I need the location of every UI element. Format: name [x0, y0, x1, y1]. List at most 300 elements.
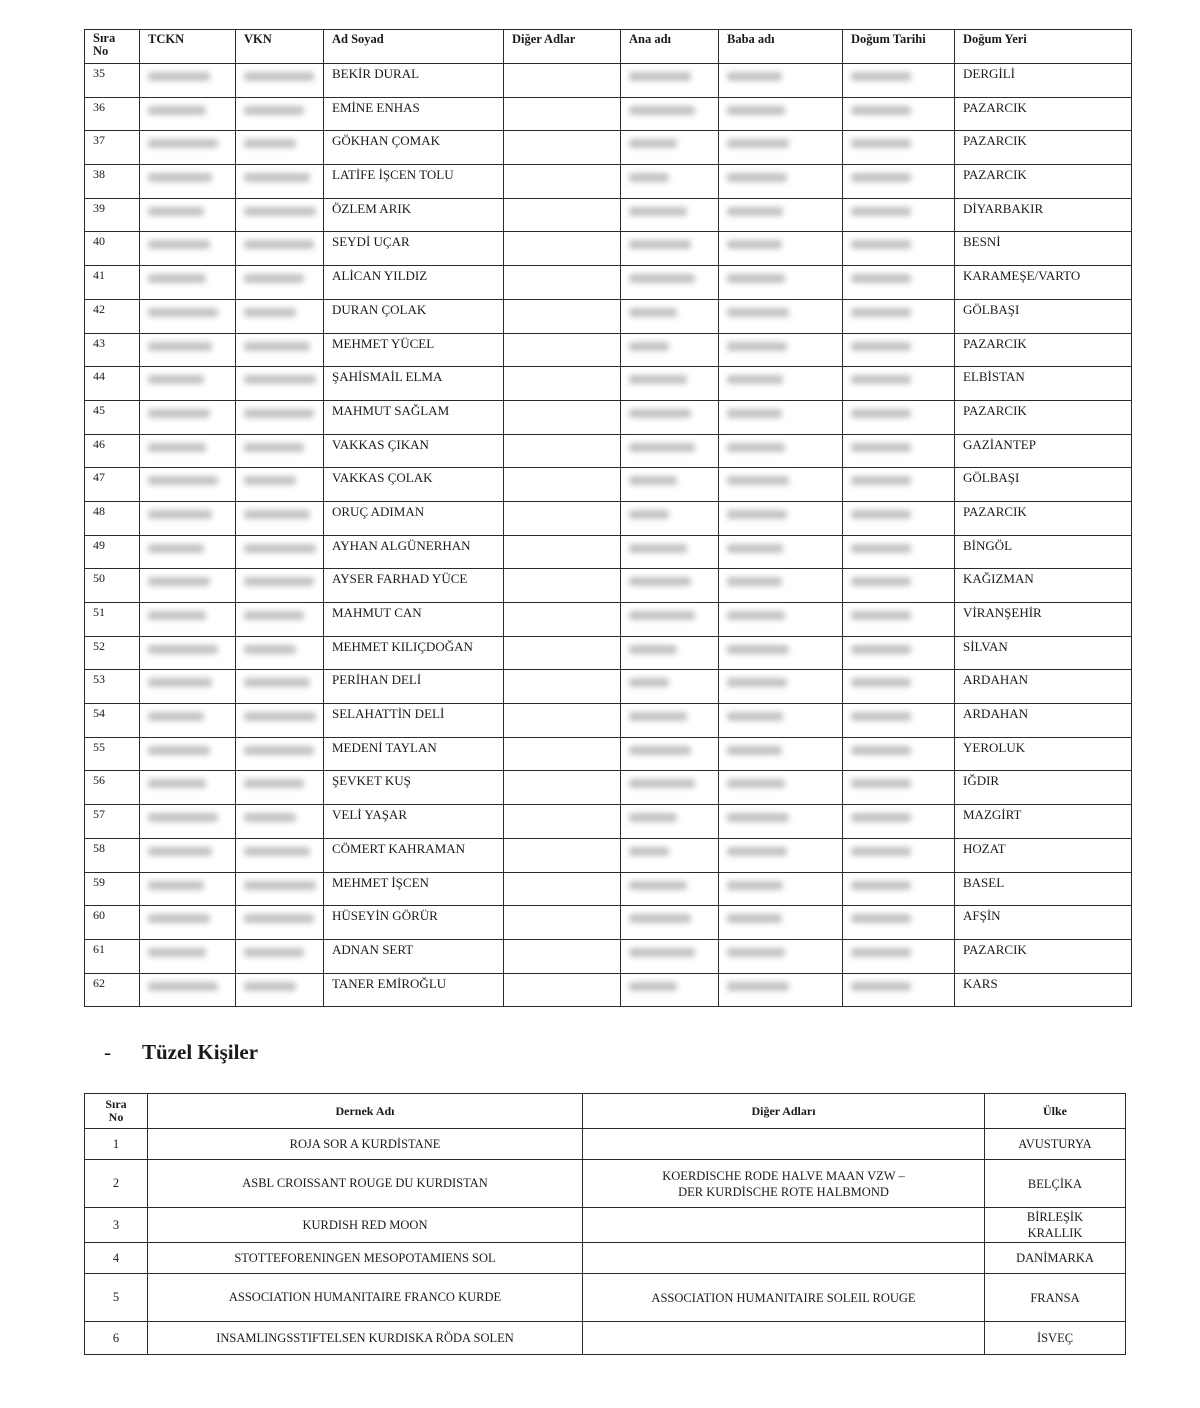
cell-ana-adi: [621, 535, 719, 569]
cell-vkn: [236, 165, 324, 199]
cell-dogum-tarihi: [843, 939, 955, 973]
cell-dogum-tarihi: [843, 333, 955, 367]
redacted-baba-adi: [727, 982, 789, 991]
cell-diger-adlari: [583, 1322, 985, 1355]
cell-baba-adi: [719, 97, 843, 131]
cell-tckn: [140, 737, 236, 771]
redacted-baba-adi: [727, 544, 783, 553]
alt-name-line: KOERDISCHE RODE HALVE MAAN VZW –: [662, 1168, 905, 1183]
redacted-tckn: [148, 173, 212, 182]
redacted-vkn: [244, 948, 304, 957]
redacted-vkn: [244, 342, 310, 351]
cell-dogum-yeri: PAZARCIK: [955, 333, 1132, 367]
cell-sira-no: 4: [85, 1243, 148, 1274]
redacted-baba-adi: [727, 274, 785, 283]
cell-tckn: [140, 131, 236, 165]
section-title: [104, 1040, 258, 1065]
redacted-baba-adi: [727, 72, 782, 81]
cell-ad-soyad: HÜSEYİN GÖRÜR: [324, 906, 504, 940]
cell-diger-adlar: [504, 569, 621, 603]
cell-sira-no: 45: [85, 400, 140, 434]
redacted-ana-adi: [629, 106, 695, 115]
entities-header-diger-adlari: Diğer Adları: [583, 1094, 985, 1129]
cell-ad-soyad: EMİNE ENHAS: [324, 97, 504, 131]
redacted-tckn: [148, 746, 210, 755]
cell-vkn: [236, 131, 324, 165]
cell-diger-adlar: [504, 603, 621, 637]
header-vkn: VKN: [236, 30, 324, 64]
cell-baba-adi: [719, 670, 843, 704]
redacted-baba-adi: [727, 106, 785, 115]
redacted-ana-adi: [629, 712, 687, 721]
section-dash: -: [104, 1040, 111, 1064]
cell-ana-adi: [621, 131, 719, 165]
redacted-tckn: [148, 274, 206, 283]
cell-diger-adlar: [504, 670, 621, 704]
header-ad-soyad: Ad Soyad: [324, 30, 504, 64]
country-line: İSVEÇ: [1036, 1331, 1074, 1345]
table-row: [85, 64, 1132, 98]
redacted-dogum-tarihi: [851, 375, 911, 384]
cell-vkn: [236, 805, 324, 839]
redacted-tckn: [148, 544, 204, 553]
table-row: [85, 737, 1132, 771]
redacted-vkn: [244, 72, 314, 81]
redacted-ana-adi: [629, 274, 695, 283]
redacted-dogum-tarihi: [851, 476, 911, 485]
cell-baba-adi: [719, 906, 843, 940]
cell-vkn: [236, 501, 324, 535]
cell-tckn: [140, 670, 236, 704]
cell-tckn: [140, 771, 236, 805]
cell-ana-adi: [621, 973, 719, 1007]
cell-tckn: [140, 266, 236, 300]
cell-tckn: [140, 872, 236, 906]
cell-ana-adi: [621, 501, 719, 535]
cell-diger-adlar: [504, 737, 621, 771]
cell-dogum-yeri: KAĞIZMAN: [955, 569, 1132, 603]
cell-dogum-yeri: IĞDIR: [955, 771, 1132, 805]
cell-tckn: [140, 367, 236, 401]
cell-dogum-yeri: GÖLBAŞI: [955, 468, 1132, 502]
cell-sira-no: 3: [85, 1208, 148, 1243]
cell-ad-soyad: TANER EMİROĞLU: [324, 973, 504, 1007]
redacted-vkn: [244, 106, 304, 115]
cell-ulke: [985, 1160, 1126, 1208]
cell-sira-no: 60: [85, 906, 140, 940]
redacted-ana-adi: [629, 173, 669, 182]
redacted-baba-adi: [727, 240, 782, 249]
redacted-baba-adi: [727, 577, 782, 586]
redacted-dogum-tarihi: [851, 544, 911, 553]
cell-baba-adi: [719, 299, 843, 333]
redacted-tckn: [148, 948, 206, 957]
cell-tckn: [140, 299, 236, 333]
section-title-text: Tüzel Kişiler: [142, 1040, 259, 1064]
header-sira-label: Sıra: [93, 31, 116, 45]
table-row: [85, 973, 1132, 1007]
cell-tckn: [140, 636, 236, 670]
cell-tckn: [140, 535, 236, 569]
cell-ad-soyad: MEHMET KILIÇDOĞAN: [324, 636, 504, 670]
redacted-tckn: [148, 375, 204, 384]
cell-dogum-tarihi: [843, 232, 955, 266]
cell-ulke: [985, 1243, 1126, 1274]
table-row: [85, 1208, 1126, 1243]
cell-dogum-tarihi: [843, 973, 955, 1007]
cell-dogum-tarihi: [843, 468, 955, 502]
cell-ad-soyad: MEHMET YÜCEL: [324, 333, 504, 367]
cell-dogum-tarihi: [843, 906, 955, 940]
cell-baba-adi: [719, 131, 843, 165]
cell-diger-adlar: [504, 973, 621, 1007]
table-row: [85, 1160, 1126, 1208]
alt-name-line: ASSOCIATION HUMANITAIRE SOLEIL ROUGE: [651, 1290, 916, 1305]
cell-ad-soyad: CÖMERT KAHRAMAN: [324, 838, 504, 872]
cell-dernek-adi: ASSOCIATION HUMANITAIRE FRANCO KURDE: [148, 1274, 583, 1322]
cell-dernek-adi: ROJA SOR A KURDİSTANE: [148, 1129, 583, 1160]
cell-sira-no: 47: [85, 468, 140, 502]
cell-sira-no: 43: [85, 333, 140, 367]
cell-sira-no: 35: [85, 64, 140, 98]
redacted-dogum-tarihi: [851, 678, 911, 687]
cell-dogum-yeri: BESNİ: [955, 232, 1132, 266]
cell-baba-adi: [719, 636, 843, 670]
redacted-vkn: [244, 678, 310, 687]
redacted-ana-adi: [629, 207, 687, 216]
cell-dogum-yeri: MAZGİRT: [955, 805, 1132, 839]
redacted-tckn: [148, 510, 212, 519]
redacted-ana-adi: [629, 544, 687, 553]
redacted-baba-adi: [727, 746, 782, 755]
cell-diger-adlar: [504, 939, 621, 973]
alt-name-line: DER KURDİSCHE ROTE HALBMOND: [678, 1184, 889, 1199]
cell-dogum-yeri: GAZİANTEP: [955, 434, 1132, 468]
redacted-vkn: [244, 645, 296, 654]
cell-vkn: [236, 64, 324, 98]
redacted-ana-adi: [629, 982, 677, 991]
redacted-baba-adi: [727, 173, 787, 182]
cell-ad-soyad: ŞEVKET KUŞ: [324, 771, 504, 805]
cell-baba-adi: [719, 468, 843, 502]
cell-ad-soyad: MAHMUT SAĞLAM: [324, 400, 504, 434]
table-row: [85, 670, 1132, 704]
cell-ana-adi: [621, 198, 719, 232]
redacted-tckn: [148, 779, 206, 788]
redacted-vkn: [244, 510, 310, 519]
redacted-dogum-tarihi: [851, 847, 911, 856]
header-dogum-tarihi: Doğum Tarihi: [843, 30, 955, 64]
cell-sira-no: 54: [85, 704, 140, 738]
redacted-dogum-tarihi: [851, 611, 911, 620]
cell-ana-adi: [621, 64, 719, 98]
redacted-vkn: [244, 611, 304, 620]
redacted-baba-adi: [727, 443, 785, 452]
cell-sira-no: 2: [85, 1160, 148, 1208]
redacted-baba-adi: [727, 139, 789, 148]
table-row: [85, 501, 1132, 535]
cell-vkn: [236, 569, 324, 603]
header-sira-no: [85, 30, 140, 64]
cell-dogum-tarihi: [843, 636, 955, 670]
cell-vkn: [236, 603, 324, 637]
cell-baba-adi: [719, 838, 843, 872]
redacted-ana-adi: [629, 240, 691, 249]
cell-vkn: [236, 771, 324, 805]
cell-sira-no: 59: [85, 872, 140, 906]
cell-sira-no: 5: [85, 1274, 148, 1322]
redacted-ana-adi: [629, 409, 691, 418]
cell-dogum-yeri: PAZARCIK: [955, 939, 1132, 973]
cell-ana-adi: [621, 939, 719, 973]
cell-ana-adi: [621, 805, 719, 839]
cell-dogum-yeri: GÖLBAŞI: [955, 299, 1132, 333]
cell-vkn: [236, 299, 324, 333]
cell-sira-no: 58: [85, 838, 140, 872]
entities-header-ulke: Ülke: [985, 1094, 1126, 1129]
entities-header-no-label: No: [108, 1110, 124, 1124]
cell-diger-adlar: [504, 704, 621, 738]
table-row: [85, 872, 1132, 906]
cell-tckn: [140, 468, 236, 502]
country-line: BİRLEŞİK: [1026, 1210, 1084, 1224]
table-row: [85, 704, 1132, 738]
cell-ad-soyad: ALİCAN YILDIZ: [324, 266, 504, 300]
cell-diger-adlar: [504, 64, 621, 98]
cell-vkn: [236, 636, 324, 670]
redacted-tckn: [148, 982, 218, 991]
redacted-dogum-tarihi: [851, 746, 911, 755]
table-row: [85, 165, 1132, 199]
header-no-label: No: [93, 44, 109, 58]
table-row: [85, 232, 1132, 266]
cell-tckn: [140, 333, 236, 367]
redacted-ana-adi: [629, 746, 691, 755]
cell-tckn: [140, 603, 236, 637]
cell-tckn: [140, 434, 236, 468]
cell-vkn: [236, 704, 324, 738]
cell-dogum-tarihi: [843, 872, 955, 906]
cell-ana-adi: [621, 97, 719, 131]
cell-ad-soyad: MEDENİ TAYLAN: [324, 737, 504, 771]
cell-vkn: [236, 670, 324, 704]
cell-tckn: [140, 906, 236, 940]
cell-baba-adi: [719, 501, 843, 535]
cell-baba-adi: [719, 266, 843, 300]
redacted-tckn: [148, 611, 206, 620]
cell-tckn: [140, 569, 236, 603]
cell-dernek-adi: INSAMLINGSSTIFTELSEN KURDISKA RÖDA SOLEN: [148, 1322, 583, 1355]
cell-diger-adlar: [504, 535, 621, 569]
redacted-ana-adi: [629, 914, 691, 923]
redacted-tckn: [148, 139, 218, 148]
redacted-vkn: [244, 881, 316, 890]
redacted-dogum-tarihi: [851, 982, 911, 991]
redacted-ana-adi: [629, 611, 695, 620]
cell-baba-adi: [719, 434, 843, 468]
cell-ad-soyad: ORUÇ ADIMAN: [324, 501, 504, 535]
cell-baba-adi: [719, 704, 843, 738]
persons-header-row: [85, 30, 1132, 64]
redacted-baba-adi: [727, 914, 782, 923]
cell-ad-soyad: LATİFE İŞCEN TOLU: [324, 165, 504, 199]
cell-dogum-yeri: DİYARBAKIR: [955, 198, 1132, 232]
cell-ad-soyad: AYSER FARHAD YÜCE: [324, 569, 504, 603]
cell-dernek-adi: ASBL CROISSANT ROUGE DU KURDISTAN: [148, 1160, 583, 1208]
redacted-ana-adi: [629, 678, 669, 687]
country-line: AVUSTURYA: [1018, 1137, 1092, 1151]
cell-ad-soyad: ŞAHİSMAİL ELMA: [324, 367, 504, 401]
redacted-tckn: [148, 207, 204, 216]
redacted-vkn: [244, 577, 314, 586]
cell-sira-no: 61: [85, 939, 140, 973]
cell-sira-no: 62: [85, 973, 140, 1007]
cell-vkn: [236, 906, 324, 940]
cell-sira-no: 40: [85, 232, 140, 266]
table-row: [85, 367, 1132, 401]
redacted-vkn: [244, 207, 316, 216]
cell-dogum-tarihi: [843, 131, 955, 165]
cell-tckn: [140, 198, 236, 232]
redacted-vkn: [244, 274, 304, 283]
redacted-dogum-tarihi: [851, 173, 911, 182]
redacted-vkn: [244, 443, 304, 452]
redacted-baba-adi: [727, 308, 789, 317]
table-row: [85, 468, 1132, 502]
cell-baba-adi: [719, 569, 843, 603]
cell-vkn: [236, 939, 324, 973]
cell-diger-adlari: [583, 1243, 985, 1274]
redacted-dogum-tarihi: [851, 948, 911, 957]
cell-ana-adi: [621, 468, 719, 502]
redacted-ana-adi: [629, 779, 695, 788]
cell-dogum-tarihi: [843, 771, 955, 805]
redacted-ana-adi: [629, 948, 695, 957]
cell-ulke: [985, 1208, 1126, 1243]
cell-sira-no: 41: [85, 266, 140, 300]
cell-diger-adlar: [504, 501, 621, 535]
cell-tckn: [140, 805, 236, 839]
cell-ana-adi: [621, 737, 719, 771]
table-row: [85, 535, 1132, 569]
redacted-dogum-tarihi: [851, 409, 911, 418]
cell-ana-adi: [621, 704, 719, 738]
cell-dogum-yeri: ARDAHAN: [955, 704, 1132, 738]
redacted-baba-adi: [727, 207, 783, 216]
redacted-dogum-tarihi: [851, 207, 911, 216]
cell-diger-adlar: [504, 97, 621, 131]
cell-diger-adlari: [583, 1160, 985, 1208]
table-row: [85, 569, 1132, 603]
cell-sira-no: 49: [85, 535, 140, 569]
redacted-baba-adi: [727, 510, 787, 519]
cell-vkn: [236, 266, 324, 300]
entities-header-row: [85, 1094, 1126, 1129]
cell-baba-adi: [719, 400, 843, 434]
table-row: [85, 838, 1132, 872]
cell-tckn: [140, 838, 236, 872]
redacted-dogum-tarihi: [851, 813, 911, 822]
country-line: FRANSA: [1030, 1290, 1080, 1305]
cell-dogum-tarihi: [843, 737, 955, 771]
cell-vkn: [236, 333, 324, 367]
cell-dogum-yeri: KARS: [955, 973, 1132, 1007]
cell-diger-adlar: [504, 333, 621, 367]
redacted-ana-adi: [629, 847, 669, 856]
table-row: [85, 636, 1132, 670]
cell-dogum-yeri: KARAMEŞE/VARTO: [955, 266, 1132, 300]
redacted-ana-adi: [629, 72, 691, 81]
cell-vkn: [236, 973, 324, 1007]
entities-header-dernek-adi: Dernek Adı: [148, 1094, 583, 1129]
redacted-dogum-tarihi: [851, 342, 911, 351]
redacted-vkn: [244, 914, 314, 923]
cell-vkn: [236, 400, 324, 434]
redacted-baba-adi: [727, 779, 785, 788]
redacted-vkn: [244, 476, 296, 485]
cell-sira-no: 52: [85, 636, 140, 670]
redacted-vkn: [244, 847, 310, 856]
redacted-vkn: [244, 173, 310, 182]
cell-ad-soyad: ADNAN SERT: [324, 939, 504, 973]
country-line: DANİMARKA: [1016, 1251, 1094, 1265]
entities-header-sira-no: [85, 1094, 148, 1129]
redacted-ana-adi: [629, 881, 687, 890]
redacted-dogum-tarihi: [851, 914, 911, 923]
cell-vkn: [236, 737, 324, 771]
header-tckn: TCKN: [140, 30, 236, 64]
cell-sira-no: 42: [85, 299, 140, 333]
redacted-dogum-tarihi: [851, 510, 911, 519]
cell-tckn: [140, 97, 236, 131]
table-row: [85, 97, 1132, 131]
redacted-tckn: [148, 106, 206, 115]
header-diger-adlar: Diğer Adlar: [504, 30, 621, 64]
cell-baba-adi: [719, 737, 843, 771]
cell-diger-adlar: [504, 906, 621, 940]
cell-dogum-yeri: BİNGÖL: [955, 535, 1132, 569]
redacted-ana-adi: [629, 813, 677, 822]
cell-ad-soyad: VAKKAS ÇIKAN: [324, 434, 504, 468]
cell-tckn: [140, 939, 236, 973]
cell-sira-no: 38: [85, 165, 140, 199]
redacted-baba-adi: [727, 948, 785, 957]
cell-diger-adlar: [504, 232, 621, 266]
redacted-vkn: [244, 139, 296, 148]
cell-tckn: [140, 704, 236, 738]
redacted-vkn: [244, 813, 296, 822]
cell-dogum-yeri: BASEL: [955, 872, 1132, 906]
cell-dogum-tarihi: [843, 704, 955, 738]
cell-sira-no: 51: [85, 603, 140, 637]
cell-sira-no: 44: [85, 367, 140, 401]
cell-ulke: [985, 1322, 1126, 1355]
cell-sira-no: 55: [85, 737, 140, 771]
cell-dogum-tarihi: [843, 97, 955, 131]
table-row: [85, 906, 1132, 940]
redacted-ana-adi: [629, 510, 669, 519]
cell-dogum-tarihi: [843, 367, 955, 401]
cell-ana-adi: [621, 165, 719, 199]
cell-vkn: [236, 468, 324, 502]
cell-dogum-tarihi: [843, 165, 955, 199]
cell-ad-soyad: SEYDİ UÇAR: [324, 232, 504, 266]
cell-ad-soyad: GÖKHAN ÇOMAK: [324, 131, 504, 165]
redacted-vkn: [244, 240, 314, 249]
redacted-tckn: [148, 881, 204, 890]
cell-ad-soyad: MAHMUT CAN: [324, 603, 504, 637]
redacted-ana-adi: [629, 443, 695, 452]
